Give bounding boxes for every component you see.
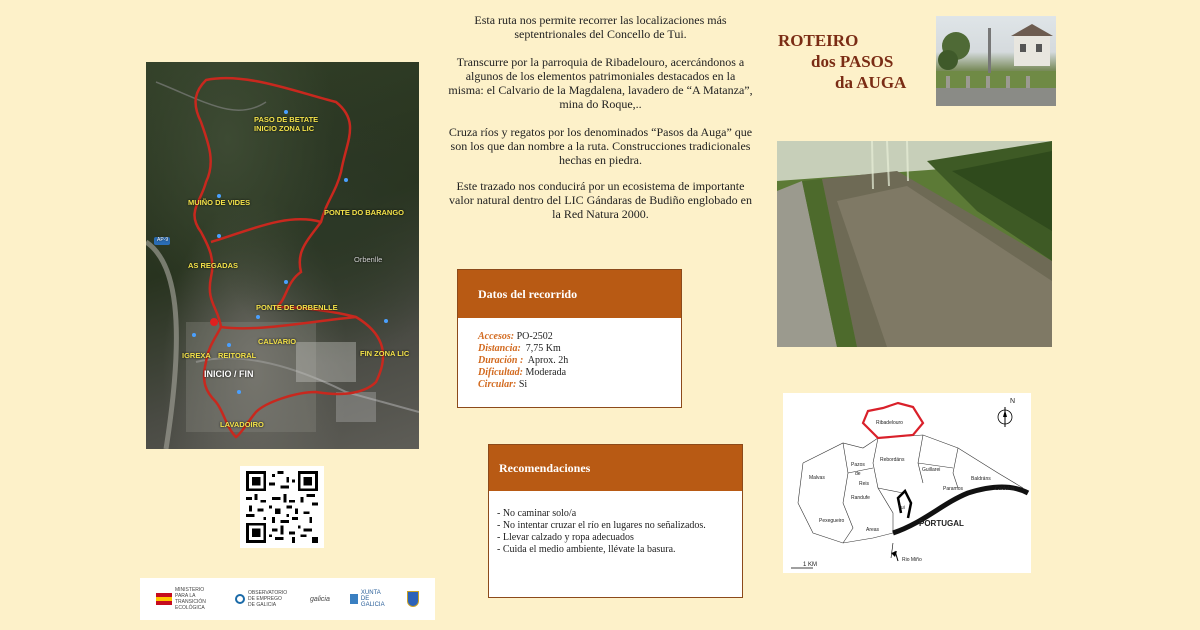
route-data-row: Circular: Si bbox=[478, 379, 528, 390]
north-label: N bbox=[1010, 398, 1016, 405]
xunta-shield-icon bbox=[350, 594, 358, 604]
map-label-lavadoiro: LAVADOIRO bbox=[220, 420, 264, 429]
map-label-muino: MUIÑO DE VIDES bbox=[188, 198, 251, 207]
logo-xunta: XUNTA DE GALICIA bbox=[350, 590, 387, 608]
map-label-inicio-lic: INICIO ZONA LIC bbox=[254, 124, 315, 133]
parish-label-de: de bbox=[855, 471, 861, 477]
logos-bar bbox=[140, 578, 435, 620]
list-item: - No caminar solo/a bbox=[497, 508, 577, 519]
title-line: da AUGA bbox=[835, 73, 907, 92]
route-data-header: Datos del recorrido bbox=[458, 270, 681, 318]
intro-paragraph: Este trazado nos conducirá por un ecosistema de importante valor natural dentro del LIC Gándaras de Budiño englobado en la Red Natura 2000. bbox=[449, 179, 752, 221]
photo-stream bbox=[777, 141, 1052, 347]
photo-house bbox=[936, 16, 1056, 106]
list-item: - Llevar calzado y ropa adecuados bbox=[497, 532, 634, 543]
page-title bbox=[778, 30, 906, 93]
recommendations-list bbox=[489, 491, 742, 556]
route-data-row: Distancia: 7,75 Km bbox=[478, 343, 561, 354]
parish-label-pexegueiro: Pexegueiro bbox=[819, 518, 845, 524]
map-label-reitoral: REITORAL bbox=[218, 351, 257, 360]
map-label-road: AP-9 bbox=[157, 237, 169, 243]
parish-label-baldrans: Baldráns bbox=[971, 476, 991, 482]
parish-label-pazos: Pazos bbox=[851, 462, 865, 468]
route-data-body bbox=[458, 318, 681, 391]
route-data-row: Accesos: PO-2502 bbox=[478, 331, 553, 342]
route-data-row: Dificultad: Moderada bbox=[478, 367, 567, 378]
logo-observatorio: OBSERVATORIO DE EMPREGO DE GALICIA bbox=[235, 590, 290, 608]
map-label-fin-lic: FIN ZONA LIC bbox=[360, 349, 410, 358]
route-data-box bbox=[457, 269, 682, 408]
map-label-calvario: CALVARIO bbox=[258, 337, 297, 346]
map-label-ponte-orbenlle: PONTE DE ORBENLLE bbox=[256, 303, 338, 312]
photo-house-graphics bbox=[936, 16, 1056, 106]
intro-paragraph: Esta ruta nos permite recorrer las localizaciones más septentrionales del Concello de Tui. bbox=[474, 13, 727, 41]
parish-label-rio-mino: Rio Miño bbox=[902, 557, 922, 563]
route-map bbox=[146, 62, 419, 449]
parish-label-tui: Tui bbox=[898, 505, 905, 511]
map-label-inicio-fin: INICIO / FIN bbox=[204, 369, 254, 379]
map-label-igrexa: IGREXA bbox=[182, 351, 211, 360]
logo-ministerio: MINISTERIO PARA LA TRANSICIÓN ECOLÓGICA bbox=[156, 587, 215, 611]
intro-paragraph: Cruza ríos y regatos por los denominados “Pasos da Auga” que son los que dan nombre a la ruta. Construcciones tradicionales hechas en piedra. bbox=[448, 125, 753, 167]
photo-stream-graphics bbox=[777, 141, 1052, 347]
parish-label-areas: Areas bbox=[866, 527, 880, 533]
parish-map-graphics bbox=[783, 393, 1031, 573]
parish-label-guillarei: Guillarei bbox=[922, 467, 941, 473]
parish-label-ribadelouro: Ribadelouro bbox=[876, 420, 903, 426]
parish-label-rebordans: Rebordáns bbox=[880, 457, 905, 463]
tui-shield-icon bbox=[407, 591, 419, 607]
map-label-orbenlle: Orbenlle bbox=[354, 255, 383, 264]
map-label-ponte-barango: PONTE DO BARANGO bbox=[324, 208, 405, 217]
parish-label-caldelas: Caldelas bbox=[995, 486, 1015, 492]
parish-label-portugal: PORTUGAL bbox=[919, 519, 964, 528]
map-label-paso-betate: PASO DE BETATE bbox=[254, 115, 319, 124]
spain-flag-icon bbox=[156, 593, 172, 605]
intro-text bbox=[448, 13, 753, 235]
list-item: - Cuida el medio ambiente, llévate la basura. bbox=[497, 544, 676, 555]
parish-label-randufe: Randufe bbox=[851, 495, 870, 501]
parish-label-malvas: Malvas bbox=[809, 475, 825, 481]
parish-map bbox=[783, 393, 1031, 573]
parish-label-reis: Reis bbox=[859, 481, 870, 487]
logo-galicia: galicia bbox=[310, 595, 330, 603]
title-line: dos PASOS bbox=[811, 52, 894, 71]
recommendations-header: Recomendaciones bbox=[489, 445, 742, 491]
recommendations-box bbox=[488, 444, 743, 598]
qr-code[interactable] bbox=[240, 466, 324, 548]
observatorio-icon bbox=[235, 594, 245, 604]
parish-label-paramos: Paramos bbox=[943, 486, 964, 492]
qr-code-pattern bbox=[245, 471, 319, 543]
intro-paragraph: Transcurre por la parroquia de Ribadelouro, acercándonos a algunos de los elementos patrimoniales destacados en la misma: el Calvario de la Magdalena, lavadero de “A Matanza”, mina do Roque,.. bbox=[448, 55, 753, 111]
title-line: ROTEIRO bbox=[778, 31, 859, 50]
map-label-regadas: AS REGADAS bbox=[188, 261, 239, 270]
route-data-row: Duración : Aprox. 2h bbox=[478, 355, 569, 366]
parish-label-km: 1 KM bbox=[803, 562, 818, 568]
logo-tui-shield bbox=[407, 591, 419, 607]
list-item: - No intentar cruzar el río en lugares no señalizados. bbox=[497, 520, 706, 531]
